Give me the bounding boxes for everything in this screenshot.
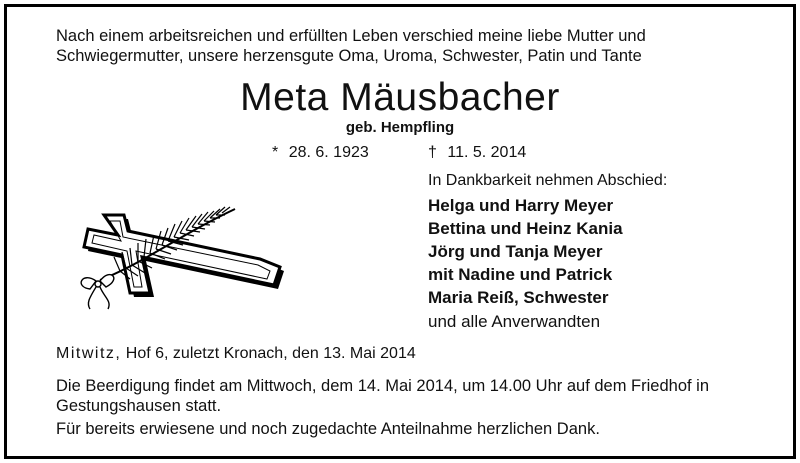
death-symbol: † (428, 144, 437, 161)
cross-with-palm-frond-icon (60, 195, 290, 315)
death-date: 11. 5. 2014 (447, 144, 527, 161)
birth-date-group (272, 144, 369, 162)
death-date-group (428, 144, 526, 162)
mourner-name: Helga und Harry Meyer (428, 196, 614, 215)
funeral-line-2: Gestungshausen statt. (56, 397, 222, 415)
birth-symbol: * (272, 144, 279, 161)
place-town: Mitwitz, (56, 345, 122, 362)
place-rest: Hof 6, zuletzt Kronach, den 13. Mai 2014 (125, 345, 416, 362)
mourner-name: Bettina und Heinz Kania (428, 219, 623, 238)
mourner-name: Maria Reiß, Schwester (428, 288, 609, 307)
birth-date: 28. 6. 1923 (288, 144, 369, 161)
funeral-line-1: Die Beerdigung findet am Mittwoch, dem 14. Mai 2014, um 14.00 Uhr auf dem Friedhof in (56, 377, 710, 395)
intro-line-1: Nach einem arbeitsreichen und erfüllten Leben verschied meine liebe Mutter und (56, 27, 646, 45)
mourners-closing: und alle Anverwandten (428, 312, 601, 331)
mourner-name: Jörg und Tanja Meyer (428, 242, 603, 261)
gratitude-line: Für bereits erwiesene und noch zugedachte Anteilnahme herzlichen Dank. (56, 420, 600, 438)
birth-name: geb. Hempfling (345, 119, 455, 136)
mourners-intro: In Dankbarkeit nehmen Abschied: (428, 172, 668, 189)
mourner-name: mit Nadine und Patrick (428, 265, 613, 284)
place-date-line (56, 345, 416, 363)
intro-line-2: Schwiegermutter, unsere herzensgute Oma, Uroma, Schwester, Patin und Tante (56, 47, 642, 65)
deceased-name: Meta Mäusbacher (240, 76, 560, 119)
